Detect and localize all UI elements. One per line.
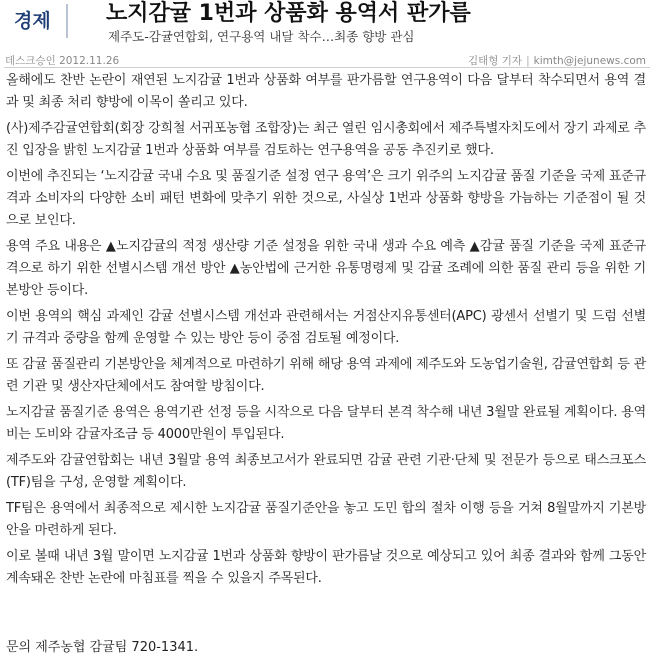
header-rule	[4, 67, 650, 68]
article-header	[0, 0, 658, 50]
section-divider	[66, 4, 68, 38]
reporter-email[interactable]: kimth@jejunews.com	[533, 55, 646, 67]
paragraph: 또 감귤 품질관리 기본방안을 체계적으로 마련하기 위해 해당 용역 과제에 제주도와 도농업기술원, 감귤연합회 등 관련 기관 및 생산자단체에서도 참여할 방침이다.	[6, 357, 646, 394]
paragraph: 이로 볼때 내년 3월 말이면 노지감귤 1번과 상품화 향방이 판가름날 것으로 예상되고 있어 최종 결과와 함께 그동안 계속돼온 찬반 논란에 마침표를 찍을 수 있을지 주목된다.	[6, 549, 646, 586]
byline-separator: |	[526, 55, 530, 67]
paragraph: 올해에도 찬반 논란이 재연된 노지감귤 1번과 상품화 여부를 판가름할 연구용역이 다음 달부터 착수되면서 용역 결과 및 최종 처리 향방에 이목이 쏠리고 있다.	[6, 73, 646, 110]
approval-label: 데스크승인	[5, 55, 56, 67]
paragraph: 이번 용역의 핵심 과제인 감귤 선별시스템 개선과 관련해서는 거점산지유통센터(APC) 광센서 선별기 및 드럼 선별기 규격과 중량을 함께 운영할 수 있는 방안 등이 중점 검토될 예정이다.	[6, 309, 646, 346]
paragraph: 용역 주요 내용은 ▲노지감귤의 적정 생산량 기준 설정을 위한 국내 생과 수요 예측 ▲감귤 품질 기준을 국제 표준규격으로 하기 위한 선별시스템 개선 방안 ▲농안법에 근거한 유통명령제 및 감귤 조례에 의한 품질 관리 등을 위한 기본방안 등이다.	[6, 239, 646, 298]
paragraph: 제주도와 감귤연합회는 내년 3월말 용역 최종보고서가 완료되면 감귤 관련 기관·단체 및 전문가 등으로 태스크포스(TF)팀을 구성, 운영할 계획이다.	[6, 453, 646, 490]
reporter-name: 김태형 기자	[468, 55, 523, 67]
paragraph: 이번에 추진되는 ‘노지감귤 국내 수요 및 품질기준 설정 연구 용역’은 크기 위주의 노지감귤 품질 기준을 국제 표준규격과 소비자의 다양한 소비 패턴 변화에 맞추기 위한 것으로, 사실상 1번과 상품화 향방을 가늠하는 기준점이 될 것으로 보인다.	[6, 169, 646, 228]
paragraph: (사)제주감귤연합회(회장 강희철 서귀포농협 조합장)는 최근 열린 임시총회에서 제주특별자치도에서 장기 과제로 추진 입장을 밝힌 노지감귤 1번과 상품화 여부를 검토하는 연구용역을 공동 추진키로 했다.	[6, 121, 646, 158]
article-body	[6, 70, 646, 594]
approval-info	[5, 53, 119, 68]
byline	[468, 53, 646, 68]
paragraph: 노지감귤 품질기준 용역은 용역기관 선정 등을 시작으로 다음 달부터 본격 착수해 내년 3월말 완료될 계획이다. 용역비는 도비와 감귤자조금 등 4000만원이 투입된다.	[6, 405, 646, 442]
headline: 노지감귤 1번과 상품화 용역서 판가름	[106, 1, 471, 26]
publish-date: 2012.11.26	[59, 55, 120, 67]
contact-line: 문의 제주농협 감귤팀 720-1341.	[6, 640, 199, 655]
paragraph: TF팀은 용역에서 최종적으로 제시한 노지감귤 품질기준안을 놓고 도민 합의 절차 이행 등을 거쳐 8월말까지 기본방안을 마련하게 된다.	[6, 501, 646, 538]
section-label[interactable]: 경제	[14, 10, 51, 32]
subheadline: 제주도-감귤연합회, 연구용역 내달 착수…최종 향방 관심	[108, 29, 415, 44]
